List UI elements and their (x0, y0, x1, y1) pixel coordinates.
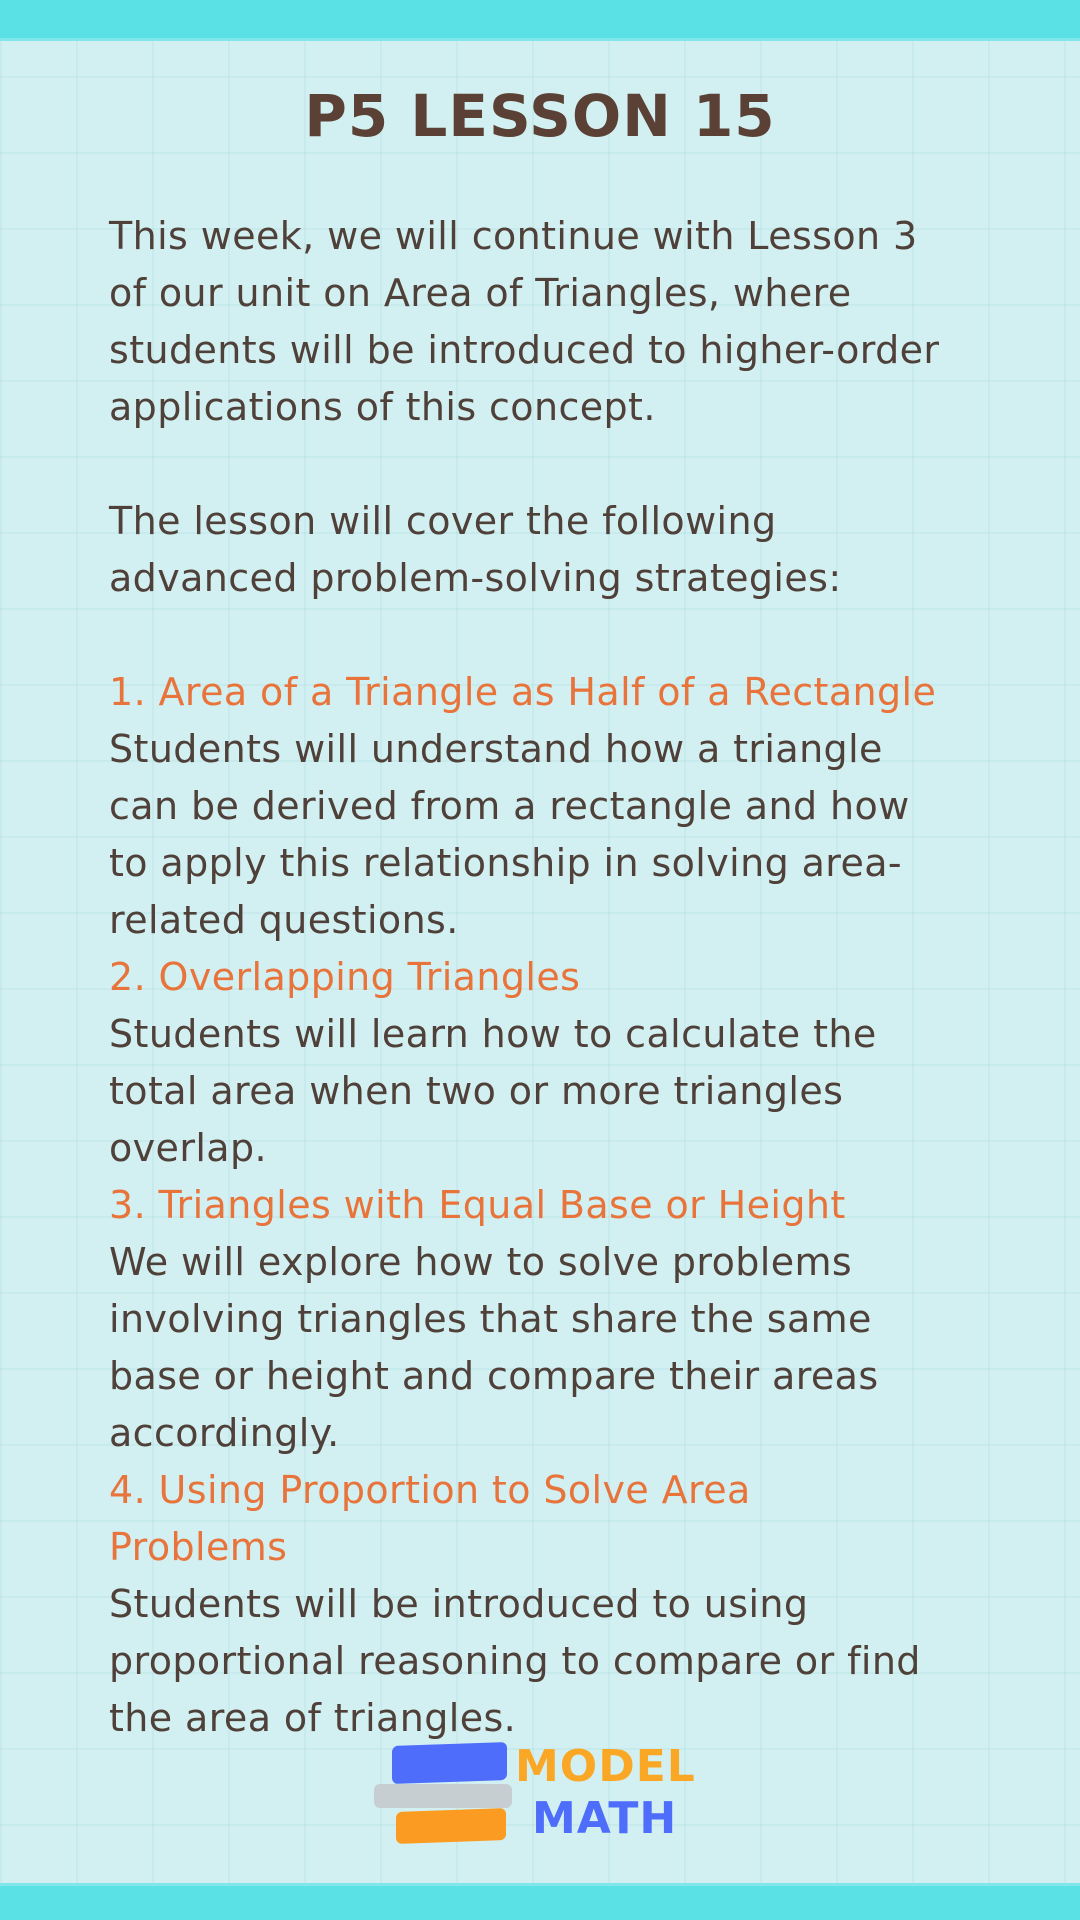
strategy-body-line: overlap. (109, 1126, 267, 1170)
bottom-band (0, 1883, 1080, 1920)
strategy-item-1 (109, 664, 1014, 949)
intro-line: students will be introduced to higher-order (109, 328, 940, 372)
strategy-heading: 1. Area of a Triangle as Half of a Rectangle (109, 670, 937, 714)
intro-line: This week, we will continue with Lesson 3 (109, 214, 918, 258)
strategy-item-2 (109, 949, 1014, 1177)
strategy-body-line: total area when two or more triangles (109, 1069, 844, 1113)
model-math-logo (372, 1740, 712, 1850)
lesson-content (109, 208, 1014, 1747)
strategy-body-line: accordingly. (109, 1411, 340, 1455)
strategy-heading: 2. Overlapping Triangles (109, 955, 581, 999)
strategy-item-4 (109, 1462, 1014, 1747)
lead-line: advanced problem-solving strategies: (109, 556, 842, 600)
logo-blue-bar (392, 1742, 507, 1784)
intro-line: applications of this concept. (109, 385, 656, 429)
strategy-body-line: Students will learn how to calculate the (109, 1012, 877, 1056)
logo-orange-bar (396, 1808, 506, 1844)
strategy-heading: 3. Triangles with Equal Base or Height (109, 1183, 846, 1227)
strategy-body-line: proportional reasoning to compare or find (109, 1639, 921, 1683)
strategy-body-line: related questions. (109, 898, 459, 942)
intro-paragraph (109, 208, 1014, 436)
logo-word-math: MATH (532, 1793, 678, 1844)
strategy-body-line: Students will understand how a triangle (109, 727, 883, 771)
strategy-body-line: can be derived from a rectangle and how (109, 784, 910, 828)
strategy-body-line: the area of triangles. (109, 1696, 517, 1740)
logo-word-model: MODEL (515, 1741, 696, 1792)
strategy-body-line: We will explore how to solve problems (109, 1240, 853, 1284)
top-band (0, 0, 1080, 41)
logo-gray-bar (374, 1784, 512, 1808)
strategy-item-3 (109, 1177, 1014, 1462)
intro-line: of our unit on Area of Triangles, where (109, 271, 852, 315)
lead-line: The lesson will cover the following (109, 499, 777, 543)
strategy-body-line: base or height and compare their areas (109, 1354, 879, 1398)
page-title: P5 LESSON 15 (304, 82, 776, 150)
strategy-body-line: involving triangles that share the same (109, 1297, 872, 1341)
strategy-body-line: Students will be introduced to using (109, 1582, 809, 1626)
strategy-heading: Problems (109, 1525, 288, 1569)
strategy-heading: 4. Using Proportion to Solve Area (109, 1468, 751, 1512)
lead-paragraph (109, 493, 1014, 607)
strategy-body-line: to apply this relationship in solving area- (109, 841, 903, 885)
